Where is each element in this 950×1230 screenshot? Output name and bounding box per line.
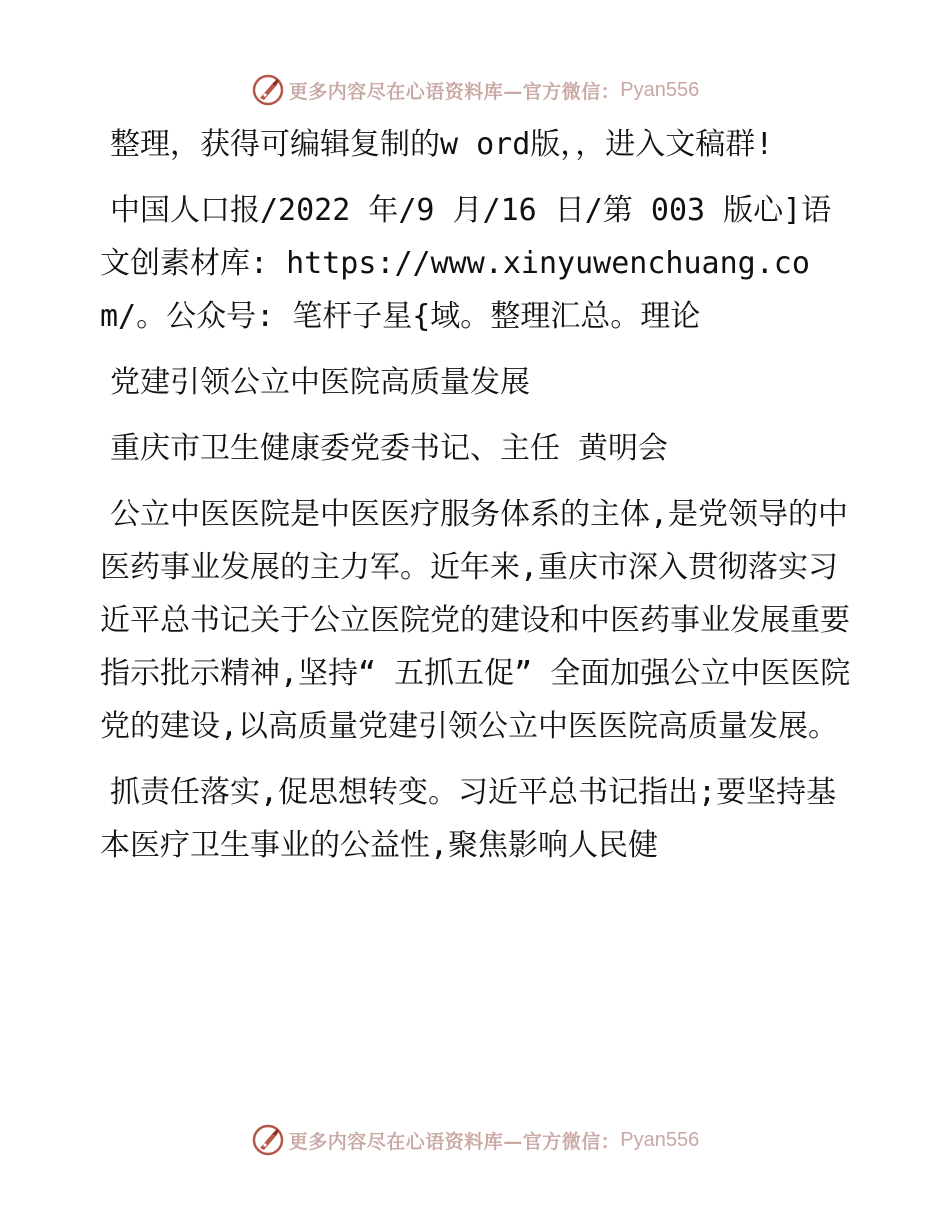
- article-title: 党建引领公立中医院高质量发展: [110, 365, 530, 400]
- document-body: [100, 118, 860, 885]
- pen-nib-logo-icon: [251, 73, 285, 107]
- pen-nib-logo-icon: [251, 1123, 285, 1157]
- body-paragraph: 公立中医医院是中医医疗服务体系的主体,是党领导的中医药事业发展的主力军。近年来,重庆市深入贯彻落实习近平总书记关于公立医院党的建设和中医药事业发展重要指示批示精神,坚持“ 五抓五促” 全面加强公立中医医院党的建设,以高质量党建引领公立中医医院高质量发展。: [100, 497, 851, 744]
- watermark-text: 更多内容尽在心语资料库—官方微信：: [288, 1130, 621, 1153]
- body-paragraph: 抓责任落实,促思想转变。习近平总书记指出;要坚持基本医疗卫生事业的公益性,聚焦影响人民健: [100, 775, 837, 863]
- author-line: 重庆市卫生健康委党委书记、主任 黄明会: [110, 431, 669, 466]
- watermark-wechat-id: Pyan556: [620, 1128, 700, 1151]
- watermark-text: 更多内容尽在心语资料库—官方微信：: [288, 80, 621, 103]
- intro-line: 整理，获得可编辑复制的w ord版，，进入文稿群!: [110, 127, 774, 162]
- watermark-wechat-id: Pyan556: [620, 78, 700, 101]
- source-line: 中国人口报/2022 年/9 月/16 日/第 003 版心]语文创素材库: https://www.xinyuwenchuang.com/。公众号: 笔杆子星{域。整理汇总。理论: [100, 193, 832, 334]
- footer-watermark: [0, 1120, 950, 1160]
- header-watermark: [0, 70, 950, 110]
